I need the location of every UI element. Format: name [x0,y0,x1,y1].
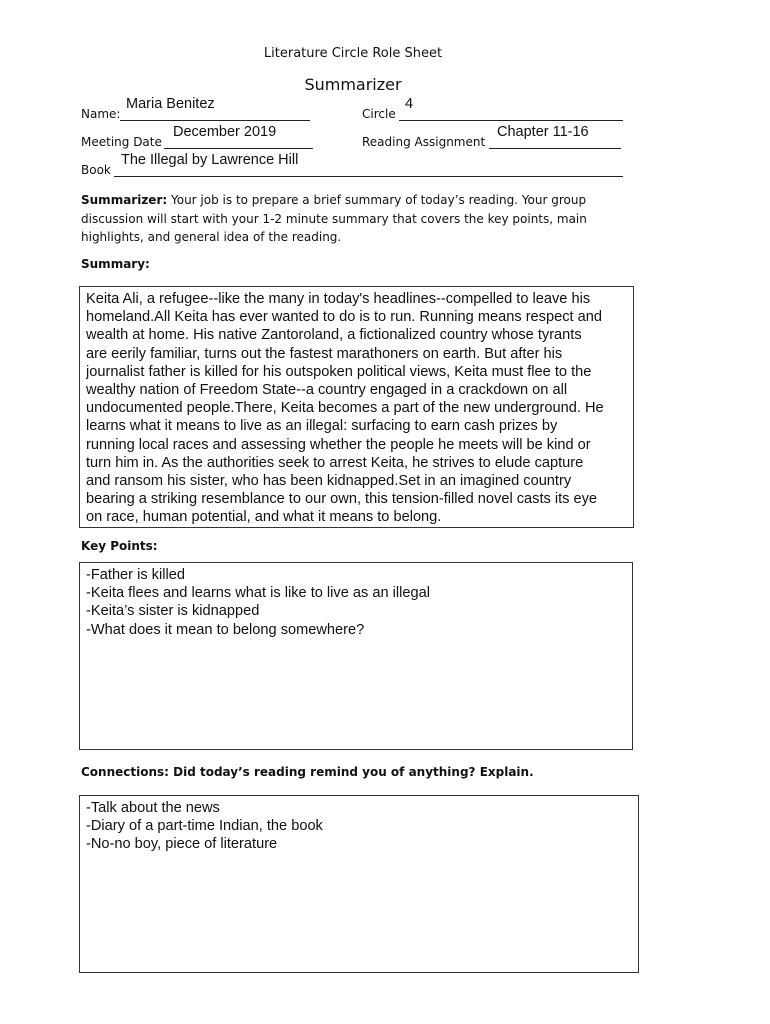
summary-line: and ransom his sister, who has been kidnapped.Set in an imagined country [86,473,572,490]
circle-line [399,120,623,121]
summary-line: wealth at home. His native Zantoroland, a fictionalized country whose tyrants [86,327,582,344]
book-line [114,176,623,177]
reading-assignment-line [489,148,621,149]
summary-line: wealthy nation of Freedom State--a country engaged in a crackdown on all [86,382,568,399]
summary-box[interactable] [79,286,634,528]
summary-line: undocumented people.There, Keita becomes a part of the new underground. He [86,400,604,417]
summary-line: turn him in. As the authorities seek to arrest Keita, he strives to elude capture [86,454,584,471]
summary-heading: Summary: [81,257,150,271]
meeting-date-label: Meeting Date [81,135,162,149]
reading-assignment-label: Reading Assignment [362,135,486,149]
summary-line: on race, human potential, and what it means to belong. [86,509,442,526]
name-line [120,120,310,121]
book-label: Book [81,163,111,177]
connections-box[interactable] [79,795,639,973]
connection-item: -Talk about the news [86,800,220,816]
role-instructions-text: Your job is to prepare a brief summary of today’s reading. Your group discussion will start with your 1-2 minute summary that covers the key points, main highlights, and general idea of the reading. [81,193,587,244]
book-field[interactable]: The Illegal by Lawrence Hill [121,152,299,168]
key-points-box[interactable] [79,562,633,750]
reading-assignment-field[interactable]: Chapter 11-16 [497,124,589,140]
summary-line: are eerily familiar, turns out the fastest marathoners on earth. But after his [86,345,563,362]
name-field[interactable]: Maria Benitez [126,96,215,112]
key-points-text [80,563,632,642]
circle-label: Circle [362,107,396,121]
connections-text [80,796,638,857]
document-title: Literature Circle Role Sheet [263,46,443,61]
summary-line: homeland.All Keita has ever wanted to do is to run. Running means respect and [86,309,602,326]
role-instructions [81,191,641,247]
summary-line: Keita Ali, a refugee--like the many in today's headlines--compelled to leave his [86,291,591,307]
connections-heading: Connections: Did today’s reading remind you of anything? Explain. [81,765,534,779]
key-point-item: -Keita’s sister is kidnapped [86,603,260,620]
summary-line: journalist father is killed for his outspoken political views, Keita must flee to the [86,363,592,380]
role-instructions-label: Summarizer: [81,193,168,207]
circle-field[interactable]: 4 [405,96,414,112]
connection-item: -No-no boy, piece of literature [86,836,278,853]
meeting-date-line [164,148,313,149]
key-points-heading: Key Points: [81,539,158,553]
summary-line: learns what it means to live as an illegal: surfacing to earn cash prizes by [86,418,558,435]
name-label: Name: [81,107,121,121]
key-point-item: -What does it mean to belong somewhere? [86,621,365,638]
key-point-item: -Father is killed [86,567,185,583]
meeting-date-field[interactable]: December 2019 [173,124,277,140]
summary-text [80,287,633,530]
role-title: Summarizer [304,75,402,94]
summary-line: running local races and assessing whether the people he meets will be kind or [86,436,591,453]
connection-item: -Diary of a part-time Indian, the book [86,818,323,835]
summary-line: bearing a striking resemblance to our own, this tension-filled novel casts its eye [86,491,598,508]
key-point-item: -Keita flees and learns what is like to live as an illegal [86,585,430,602]
